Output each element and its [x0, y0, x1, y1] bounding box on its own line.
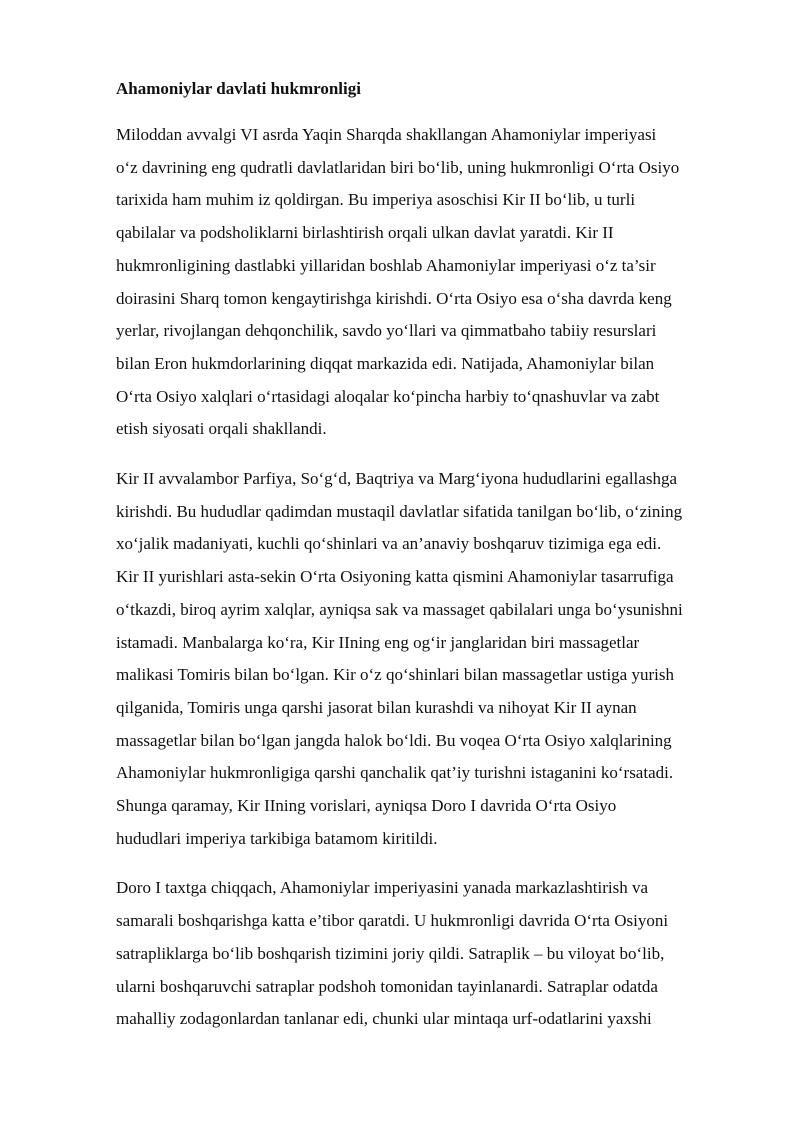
paragraph-line: ularni boshqaruvchi satraplar podshoh tomonidan tayinlanardi. Satraplar odatda — [116, 976, 658, 996]
document-title: Ahamoniylar davlati hukmronligi — [116, 79, 361, 98]
paragraph-line: qabilalar va podsholiklarni birlashtirish orqali ulkan davlat yaratdi. Kir II — [116, 223, 614, 243]
paragraph-line: Kir II yurishlari asta-sekin O‘rta Osiyoning katta qismini Ahamoniylar tasarrufiga — [116, 567, 674, 587]
paragraph-line: Miloddan avvalgi VI asrda Yaqin Sharqda shakllangan Ahamoniylar imperiyasi — [116, 125, 657, 144]
paragraph-line: kirishdi. Bu hududlar qadimdan mustaqil davlatlar sifatida tanilgan bo‘lib, o‘zining — [116, 501, 683, 521]
paragraph-line: mahalliy zodagonlardan tanlanar edi, chunki ular mintaqa urf-odatlarini yaxshi — [116, 1009, 652, 1029]
paragraph-line: satrapliklarga bo‘lib boshqarish tizimini joriy qildi. Satraplik – bu viloyat bo‘lib, — [116, 943, 665, 963]
paragraph-line: yerlar, rivojlangan dehqonchilik, savdo yo‘llari va qimmatbaho tabiiy resurslari — [116, 321, 657, 341]
paragraph-line: massagetlar bilan bo‘lgan jangda halok bo‘ldi. Bu voqea O‘rta Osiyo xalqlarining — [116, 730, 672, 750]
paragraph-line: o‘z davrining eng qudratli davlatlaridan biri bo‘lib, uning hukmronligi O‘rta Osiyo — [116, 157, 680, 177]
paragraph-3 — [116, 872, 744, 1036]
paragraph-line: bilan Eron hukmdorlarining diqqat markazida edi. Natijada, Ahamoniylar bilan — [116, 353, 655, 373]
paragraph-line: hududlari imperiya tarkibiga batamom kiritildi. — [116, 828, 438, 848]
paragraph-line: O‘rta Osiyo xalqlari o‘rtasidagi aloqalar ko‘pincha harbiy to‘qnashuvlar va zabt — [116, 386, 660, 406]
paragraph-2 — [116, 463, 744, 855]
paragraph-line: xo‘jalik madaniyati, kuchli qo‘shinlari va an’anaviy boshqaruv tizimiga ega edi. — [116, 534, 662, 554]
paragraph-line: tarixida ham muhim iz qoldirgan. Bu imperiya asoschisi Kir II bo‘lib, u turli — [116, 190, 636, 210]
paragraph-line: hukmronligining dastlabki yillaridan boshlab Ahamoniylar imperiyasi o‘z ta’sir — [116, 255, 656, 275]
paragraph-line: istamadi. Manbalarga ko‘ra, Kir IIning eng og‘ir janglaridan biri massagetlar — [116, 632, 640, 652]
paragraph-line: o‘tkazdi, biroq ayrim xalqlar, ayniqsa sak va massaget qabilalari unga bo‘ysunishni — [116, 599, 683, 619]
document-body — [116, 76, 744, 1053]
paragraph-line: Kir II avvalambor Parfiya, So‘g‘d, Baqtriya va Marg‘iyona hududlarini egallashga — [116, 469, 677, 489]
paragraph-line: qilganida, Tomiris unga qarshi jasorat bilan kurashdi va nihoyat Kir II aynan — [116, 697, 637, 717]
paragraph-line: malikasi Tomiris bilan bo‘lgan. Kir o‘z qo‘shinlari bilan massagetlar ustiga yurish — [116, 665, 674, 685]
paragraph-1 — [116, 119, 744, 446]
paragraph-line: doirasini Sharq tomon kengaytirishga kirishdi. O‘rta Osiyo esa o‘sha davrda keng — [116, 288, 672, 308]
paragraph-line: etish siyosati orqali shakllandi. — [116, 419, 327, 439]
paragraph-line: Doro I taxtga chiqqach, Ahamoniylar imperiyasini yanada markazlashtirish va — [116, 878, 649, 898]
paragraph-line: Shunga qaramay, Kir IIning vorislari, ayniqsa Doro I davrida O‘rta Osiyo — [116, 796, 617, 816]
paragraph-line: samarali boshqarishga katta e’tibor qaratdi. U hukmronligi davrida O‘rta Osiyoni — [116, 911, 669, 931]
paragraph-line: Ahamoniylar hukmronligiga qarshi qanchalik qat’iy turishni istaganini ko‘rsatadi. — [116, 763, 674, 783]
